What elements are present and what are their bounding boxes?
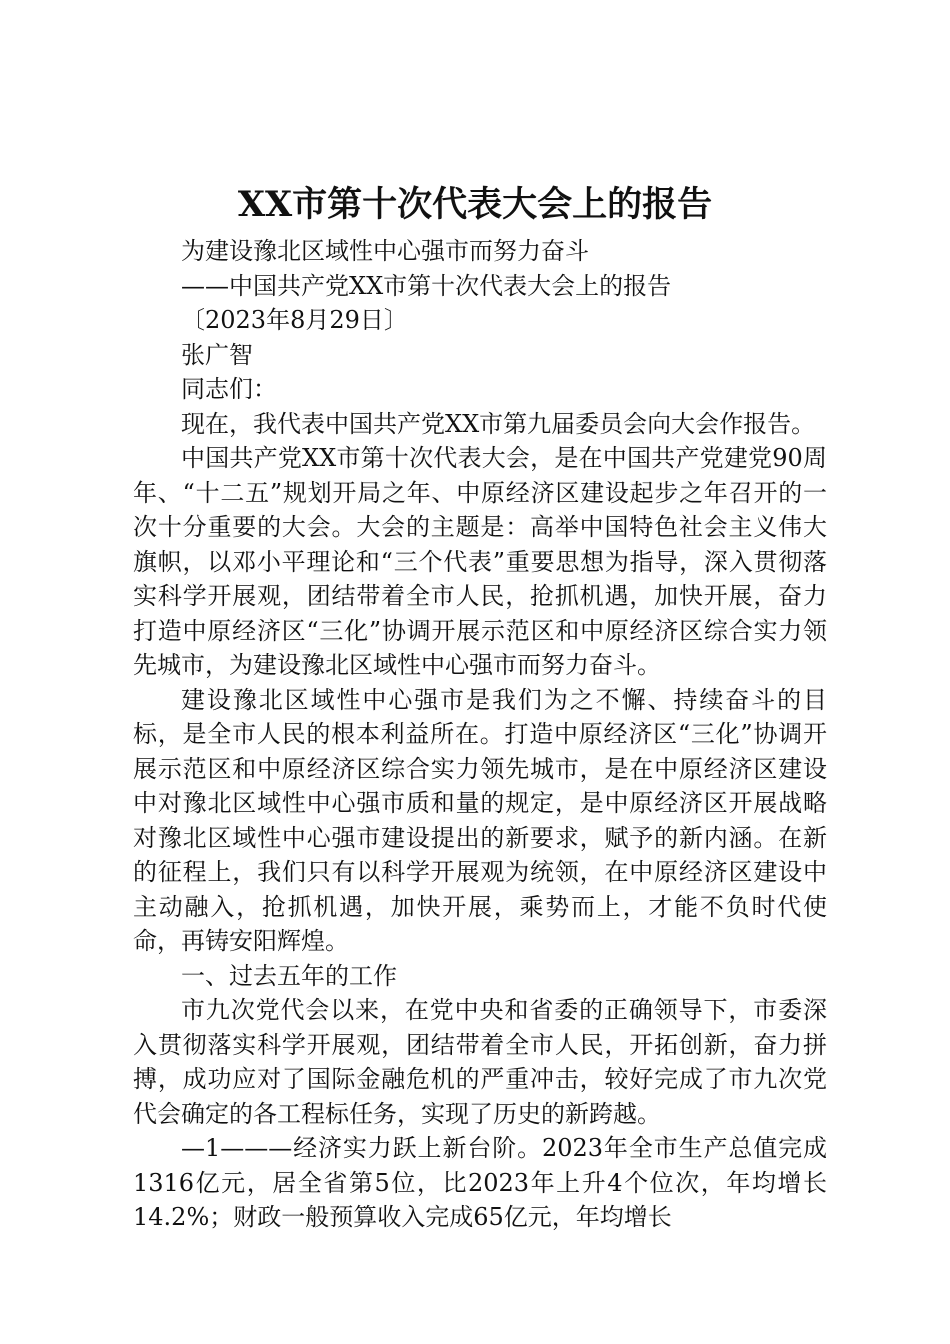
- author-line: 张广智: [181, 340, 253, 369]
- section-heading: 一、过去五年的工作: [181, 961, 397, 990]
- salutation-line: 同志们：: [181, 375, 277, 403]
- document-title: XX市第十次代表大会上的报告: [237, 184, 713, 225]
- paragraph: 建设豫北区域性中心强市是我们为之不懈、持续奋斗的目标，是全市人民的根本利益所在。打造中原经济区“三化”协调开展示范区和中原经济区综合实力领先城市，是在中原经济区建设中对豫北区域性中心强市质和量的规定，是中原经济区开展战略对豫北区域性中心强市建设提出的新要求，赋予的新内涵。在新的征程上，我们只有以科学开展观为统领，在中原经济区建设中主动融入，抢抓机遇，加快开展，乘势而上，才能不负时代使命，再铸安阳辉煌。: [133, 685, 827, 955]
- subtitle-line: 为建设豫北区域性中心强市而努力奋斗: [181, 237, 589, 265]
- paragraph: —1———经济实力跃上新台阶。2023年全市生产总值完成1316亿元，居全省第5位，比2023年上升4个位次，年均增长14.2%；财政一般预算收入完成65亿元，年均增长: [133, 1134, 827, 1231]
- subheading-line: ——中国共产党XX市第十次代表大会上的报告: [181, 271, 672, 300]
- paragraph: 现在，我代表中国共产党XX市第九届委员会向大会作报告。: [181, 409, 816, 438]
- date-line: 〔2023年8月29日〕: [181, 306, 408, 334]
- document-body: [133, 234, 827, 1235]
- paragraph: 市九次党代会以来，在党中央和省委的正确领导下，市委深入贯彻落实科学开展观，团结带着全市人民，开拓创新，奋力拼搏，成功应对了国际金融危机的严重冲击，较好完成了市九次党代会确定的各工程标任务，实现了历史的新跨越。: [133, 996, 827, 1128]
- paragraph: 中国共产党XX市第十次代表大会，是在中国共产党建党90周年、“十二五”规划开局之年、中原经济区建设起步之年召开的一次十分重要的大会。大会的主题是：高举中国特色社会主义伟大旗帜，以邓小平理论和“三个代表”重要思想为指导，深入贯彻落实科学开展观，团结带着全市人民，抢抓机遇，加快开展，奋力打造中原经济区“三化”协调开展示范区和中原经济区综合实力领先城市，为建设豫北区域性中心强市而努力奋斗。: [133, 444, 827, 679]
